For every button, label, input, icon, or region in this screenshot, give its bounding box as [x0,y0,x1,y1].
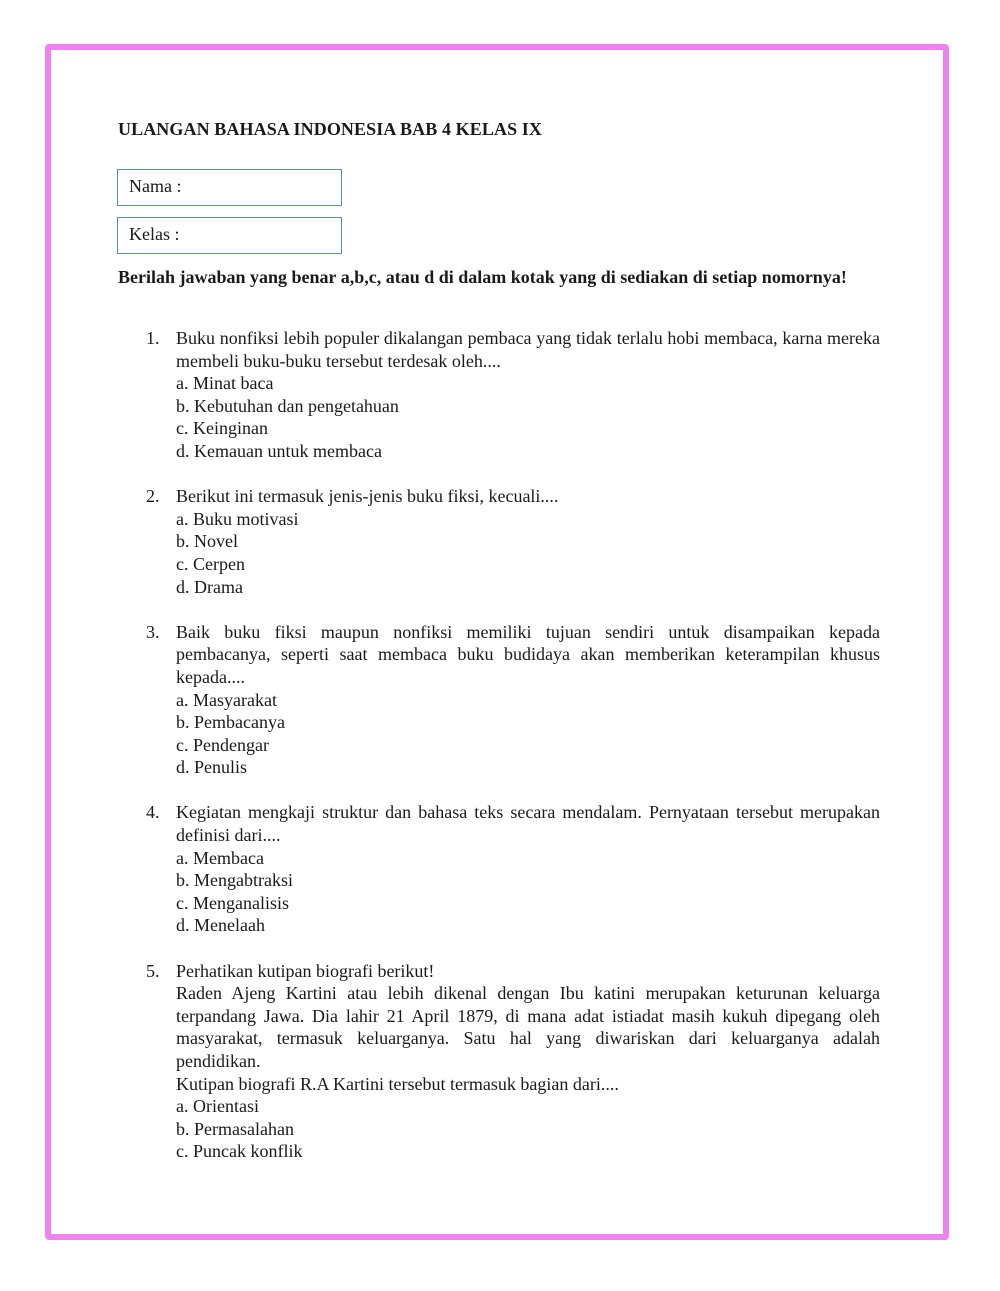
option-b[interactable]: b. Pembacanya [176,712,285,733]
option-d[interactable]: d. Penulis [176,757,248,778]
option-b[interactable]: b. Kebutuhan dan pengetahuan [176,395,399,416]
option-b[interactable]: b. Mengabtraksi [176,870,293,891]
option-c[interactable]: c. Menganalisis [176,892,289,913]
question-prompt: Kutipan biografi R.A Kartini tersebut termasuk bagian dari.... [176,1073,619,1094]
name-label: Nama : [129,176,182,196]
question-number: 4. [146,802,160,823]
option-a[interactable]: a. Orientasi [176,1096,259,1117]
option-c[interactable]: c. Cerpen [176,553,245,574]
option-d[interactable]: d. Drama [176,576,243,597]
question-text: Perhatikan kutipan biografi berikut! [176,960,435,981]
question-text: Kegiatan mengkaji struktur dan bahasa teks secara mendalam. Pernyataan tersebut merupakan definisi dari.... [176,802,880,846]
class-field[interactable] [117,217,342,254]
option-a[interactable]: a. Masyarakat [176,689,277,710]
option-b[interactable]: b. Permasalahan [176,1118,294,1139]
question-3 [146,621,880,779]
question-number: 5. [146,960,160,981]
question-1 [146,327,880,463]
option-a[interactable]: a. Membaca [176,847,264,868]
page-title: ULANGAN BAHASA INDONESIA BAB 4 KELAS IX [118,119,542,139]
option-c[interactable]: c. Keinginan [176,418,268,439]
question-number: 2. [146,486,160,507]
question-list [146,327,880,1186]
option-a[interactable]: a. Buku motivasi [176,508,299,529]
question-text: Berikut ini termasuk jenis-jenis buku fiksi, kecuali.... [176,486,559,507]
option-d[interactable]: d. Kemauan untuk membaca [176,440,382,461]
question-text: Baik buku fiksi maupun nonfiksi memiliki tujuan sendiri untuk disampaikan kepada pembacanya, seperti saat membaca buku budidaya akan memberikan keterampilan khusus kepada.... [176,621,880,687]
question-2 [146,485,880,598]
question-number: 1. [146,328,160,348]
option-b[interactable]: b. Novel [176,531,238,552]
question-4 [146,801,880,937]
option-a[interactable]: a. Minat baca [176,373,274,394]
question-5 [146,960,880,1163]
biography-excerpt: Raden Ajeng Kartini atau lebih dikenal dengan Ibu katini merupakan keturunan keluarga terpandang Jawa. Dia lahir 21 April 1879, di mana adat istiadat masih kukuh dipegang oleh masyarakat, termasuk keluarganya. Satu hal yang diwariskan dari keluarganya adalah pendidikan. [176,983,880,1071]
question-text: Buku nonfiksi lebih populer dikalangan pembaca yang tidak terlalu hobi membaca, karna mereka membeli buku-buku tersebut terdesak oleh.... [176,328,880,371]
class-label: Kelas : [129,224,180,244]
option-d[interactable]: d. Menelaah [176,915,265,936]
instruction-text: Berilah jawaban yang benar a,b,c, atau d di dalam kotak yang di sediakan di setiap nomornya! [118,267,847,287]
option-c[interactable]: c. Pendengar [176,734,269,755]
option-c[interactable]: c. Puncak konflik [176,1141,303,1162]
question-number: 3. [146,621,160,642]
name-field[interactable] [117,169,342,206]
